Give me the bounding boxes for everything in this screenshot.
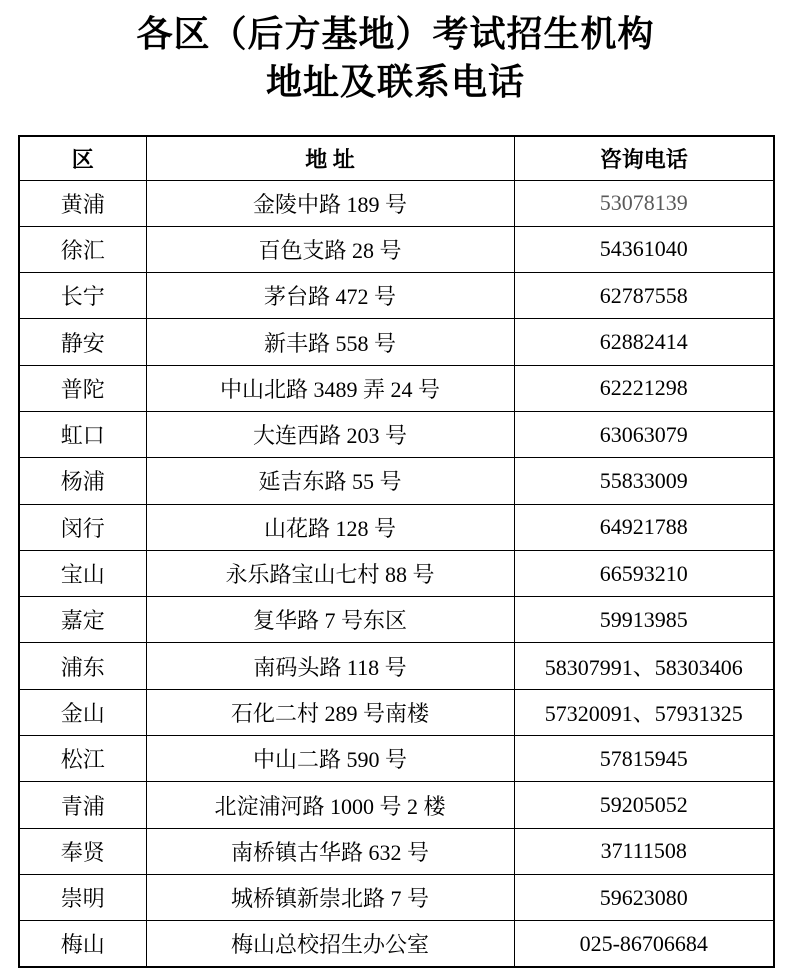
cell-district: 嘉定	[19, 597, 146, 643]
cell-district: 闵行	[19, 504, 146, 550]
cell-district: 黄浦	[19, 180, 146, 226]
table-row	[19, 273, 774, 319]
cell-district: 普陀	[19, 365, 146, 411]
table-row	[19, 782, 774, 828]
cell-phone: 64921788	[514, 504, 774, 550]
cell-phone: 66593210	[514, 550, 774, 596]
col-header-address: 地 址	[146, 136, 514, 180]
col-header-phone: 咨询电话	[514, 136, 774, 180]
table-row	[19, 736, 774, 782]
cell-address: 南码头路 118 号	[146, 643, 514, 689]
table-row	[19, 411, 774, 457]
cell-phone: 63063079	[514, 411, 774, 457]
cell-address: 延吉东路 55 号	[146, 458, 514, 504]
cell-address: 复华路 7 号东区	[146, 597, 514, 643]
cell-district: 崇明	[19, 874, 146, 920]
cell-district: 松江	[19, 736, 146, 782]
cell-address: 城桥镇新崇北路 7 号	[146, 874, 514, 920]
cell-district: 金山	[19, 689, 146, 735]
cell-district: 梅山	[19, 921, 146, 967]
cell-phone: 37111508	[514, 828, 774, 874]
table-row	[19, 921, 774, 967]
table-row	[19, 689, 774, 735]
cell-phone: 55833009	[514, 458, 774, 504]
cell-phone: 62882414	[514, 319, 774, 365]
cell-district: 徐汇	[19, 226, 146, 272]
table-row	[19, 319, 774, 365]
cell-address: 中山北路 3489 弄 24 号	[146, 365, 514, 411]
header-row	[19, 136, 774, 180]
cell-phone: 62221298	[514, 365, 774, 411]
district-contact-table	[18, 135, 775, 968]
table-row	[19, 226, 774, 272]
cell-district: 奉贤	[19, 828, 146, 874]
cell-phone: 57320091、57931325	[514, 689, 774, 735]
cell-address: 石化二村 289 号南楼	[146, 689, 514, 735]
cell-district: 静安	[19, 319, 146, 365]
cell-district: 宝山	[19, 550, 146, 596]
table-row	[19, 180, 774, 226]
cell-district: 虹口	[19, 411, 146, 457]
cell-phone: 59913985	[514, 597, 774, 643]
table-row	[19, 550, 774, 596]
cell-district: 青浦	[19, 782, 146, 828]
page-title	[0, 0, 791, 106]
cell-phone: 53078139	[514, 180, 774, 226]
table-row	[19, 458, 774, 504]
cell-address: 金陵中路 189 号	[146, 180, 514, 226]
cell-phone: 58307991、58303406	[514, 643, 774, 689]
cell-address: 山花路 128 号	[146, 504, 514, 550]
cell-phone: 57815945	[514, 736, 774, 782]
table-header	[19, 136, 774, 180]
col-header-district: 区	[19, 136, 146, 180]
cell-address: 永乐路宝山七村 88 号	[146, 550, 514, 596]
title-line-1: 各区（后方基地）考试招生机构	[136, 14, 655, 54]
cell-address: 新丰路 558 号	[146, 319, 514, 365]
cell-phone: 59205052	[514, 782, 774, 828]
cell-address: 中山二路 590 号	[146, 736, 514, 782]
cell-address: 北淀浦河路 1000 号 2 楼	[146, 782, 514, 828]
table-body	[19, 180, 774, 967]
title-line-2: 地址及联系电话	[265, 62, 525, 102]
table-row	[19, 597, 774, 643]
cell-district: 浦东	[19, 643, 146, 689]
cell-address: 梅山总校招生办公室	[146, 921, 514, 967]
cell-address: 百色支路 28 号	[146, 226, 514, 272]
table-row	[19, 365, 774, 411]
table-row	[19, 874, 774, 920]
table-row	[19, 504, 774, 550]
cell-phone: 54361040	[514, 226, 774, 272]
cell-address: 南桥镇古华路 632 号	[146, 828, 514, 874]
cell-phone: 025-86706684	[514, 921, 774, 967]
cell-phone: 62787558	[514, 273, 774, 319]
cell-address: 大连西路 203 号	[146, 411, 514, 457]
table-row	[19, 643, 774, 689]
cell-phone: 59623080	[514, 874, 774, 920]
cell-address: 茅台路 472 号	[146, 273, 514, 319]
cell-district: 杨浦	[19, 458, 146, 504]
table-row	[19, 828, 774, 874]
cell-district: 长宁	[19, 273, 146, 319]
